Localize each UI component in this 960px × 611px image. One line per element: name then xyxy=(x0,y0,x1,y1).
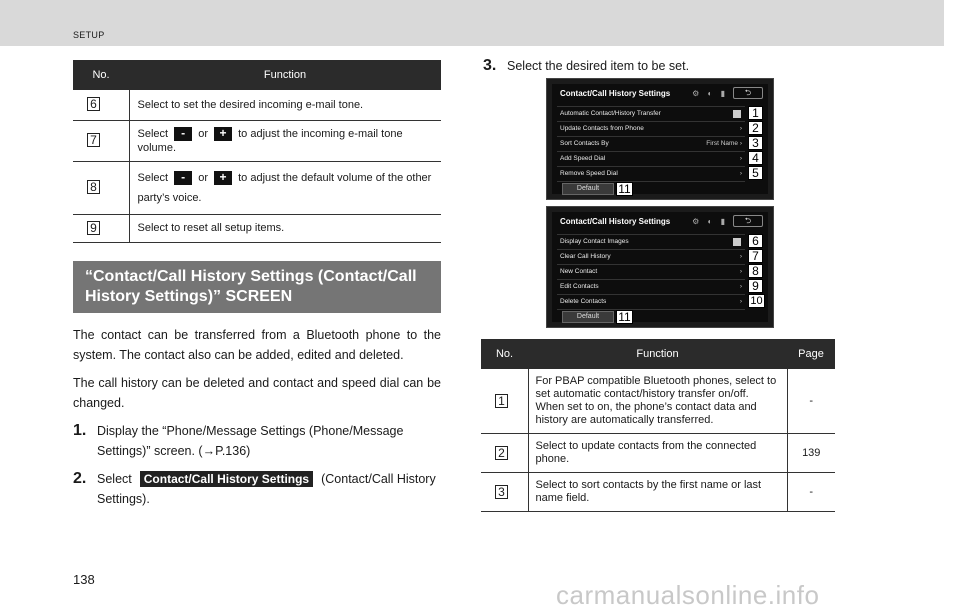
page-ref: - xyxy=(787,369,835,434)
plus-icon: + xyxy=(214,127,232,141)
step-number: 2. xyxy=(73,469,87,487)
settings-list xyxy=(557,234,745,310)
callout-number: 11 xyxy=(616,182,633,196)
item-number: 2 xyxy=(495,446,508,460)
plus-icon: + xyxy=(214,171,232,185)
page-ref: - xyxy=(787,473,835,512)
item-number: 1 xyxy=(495,394,508,408)
function-text: Select to update contacts from the connected phone. xyxy=(528,434,787,473)
list-item[interactable]: Delete Contacts › xyxy=(557,295,745,310)
col-header-no: No. xyxy=(481,339,528,369)
left-column xyxy=(73,60,441,509)
list-item[interactable]: Update Contacts from Phone › xyxy=(557,122,745,137)
page-ref: 139 xyxy=(787,434,835,473)
table-row xyxy=(73,214,441,242)
function-table-left xyxy=(73,60,441,243)
table-row xyxy=(73,120,441,161)
list-item[interactable]: Remove Speed Dial › xyxy=(557,167,745,182)
item-number: 6 xyxy=(87,97,100,111)
function-text: For PBAP compatible Bluetooth phones, select to set automatic contact/history transfer on/off. When set to on, the phone’s contact data and history are automatically transferred. xyxy=(528,369,787,434)
callout-number: 8 xyxy=(748,264,763,278)
screen-title: Contact/Call History Settings xyxy=(560,217,671,226)
callout-number: 1 xyxy=(748,106,763,120)
item-number: 3 xyxy=(495,485,508,499)
minus-icon: - xyxy=(174,171,192,185)
contact-call-history-settings-button: Contact/Call History Settings xyxy=(140,471,313,487)
paragraph: The call history can be deleted and contact and speed dial can be changed. xyxy=(73,375,441,410)
right-column xyxy=(481,57,837,75)
callout-number: 4 xyxy=(748,151,763,165)
list-item[interactable]: Sort Contacts By First Name › xyxy=(557,137,745,152)
item-number: 8 xyxy=(87,180,100,194)
function-table-right xyxy=(481,339,835,512)
function-text: Select - or + to adjust the default volume of the other party’s voice. xyxy=(129,161,441,214)
back-icon[interactable]: ⮌ xyxy=(733,215,763,227)
default-button[interactable]: Default xyxy=(562,183,614,195)
list-item[interactable]: Automatic Contact/History Transfer xyxy=(557,107,745,122)
col-header-page: Page xyxy=(787,339,835,369)
list-item[interactable]: Display Contact Images xyxy=(557,235,745,250)
function-text: Select to set the desired incoming e-mail tone. xyxy=(129,90,441,120)
header-bar xyxy=(0,0,944,46)
col-header-no: No. xyxy=(73,60,129,90)
table-row xyxy=(73,161,441,214)
table-row xyxy=(481,434,835,473)
list-item[interactable]: Add Speed Dial › xyxy=(557,152,745,167)
callout-number: 3 xyxy=(748,136,763,150)
step-2 xyxy=(73,469,441,509)
watermark: carmanualsonline.info xyxy=(556,580,820,610)
table-row xyxy=(73,90,441,120)
step-text: Select the desired item to be set. xyxy=(507,59,690,73)
section-heading: “Contact/Call History Settings (Contact/Call History Settings)” SCREEN xyxy=(73,261,441,313)
list-item[interactable]: Edit Contacts › xyxy=(557,280,745,295)
callout-number: 10 xyxy=(748,294,765,308)
checkbox-icon[interactable] xyxy=(733,238,741,246)
status-icons: ⚙ ◐ ▮ xyxy=(692,89,728,98)
list-item[interactable]: New Contact › xyxy=(557,265,745,280)
minus-icon: - xyxy=(174,127,192,141)
function-text: Select to sort contacts by the first name or last name field. xyxy=(528,473,787,512)
item-number: 7 xyxy=(87,133,100,147)
screen-title: Contact/Call History Settings xyxy=(560,89,671,98)
callout-number: 6 xyxy=(748,234,763,248)
callout-number: 2 xyxy=(748,121,763,135)
settings-list xyxy=(557,106,745,182)
callout-number: 9 xyxy=(748,279,763,293)
table-row xyxy=(481,369,835,434)
table-row xyxy=(481,473,835,512)
list-item[interactable]: Clear Call History › xyxy=(557,250,745,265)
screen-1 xyxy=(546,78,774,200)
screen-2 xyxy=(546,206,774,328)
col-header-function: Function xyxy=(129,60,441,90)
step-3 xyxy=(483,57,837,75)
callout-number: 11 xyxy=(616,310,633,324)
col-header-function: Function xyxy=(528,339,787,369)
default-button[interactable]: Default xyxy=(562,311,614,323)
callout-number: 5 xyxy=(748,166,763,180)
step-number: 1. xyxy=(73,421,87,439)
page-number: 138 xyxy=(73,572,95,587)
paragraph: The contact can be transferred from a Bluetooth phone to the system. The contact also can be added, edited and deleted. xyxy=(73,327,441,362)
step-text: Display the “Phone/Message Settings (Phone/Message Settings)” screen. (→P.136) xyxy=(97,423,404,458)
item-number: 9 xyxy=(87,221,100,235)
step-text: Select Contact/Call History Settings (Contact/Call History Settings). xyxy=(97,471,436,506)
step-1 xyxy=(73,421,441,461)
back-icon[interactable]: ⮌ xyxy=(733,87,763,99)
function-text: Select to reset all setup items. xyxy=(129,214,441,242)
status-icons: ⚙ ◐ ▮ xyxy=(692,217,728,226)
callout-number: 7 xyxy=(748,249,763,263)
checkbox-icon[interactable] xyxy=(733,110,741,118)
step-number: 3. xyxy=(483,57,497,74)
function-text: Select - or + to adjust the incoming e-mail tone volume. xyxy=(129,120,441,161)
section-label: SETUP xyxy=(73,30,105,40)
